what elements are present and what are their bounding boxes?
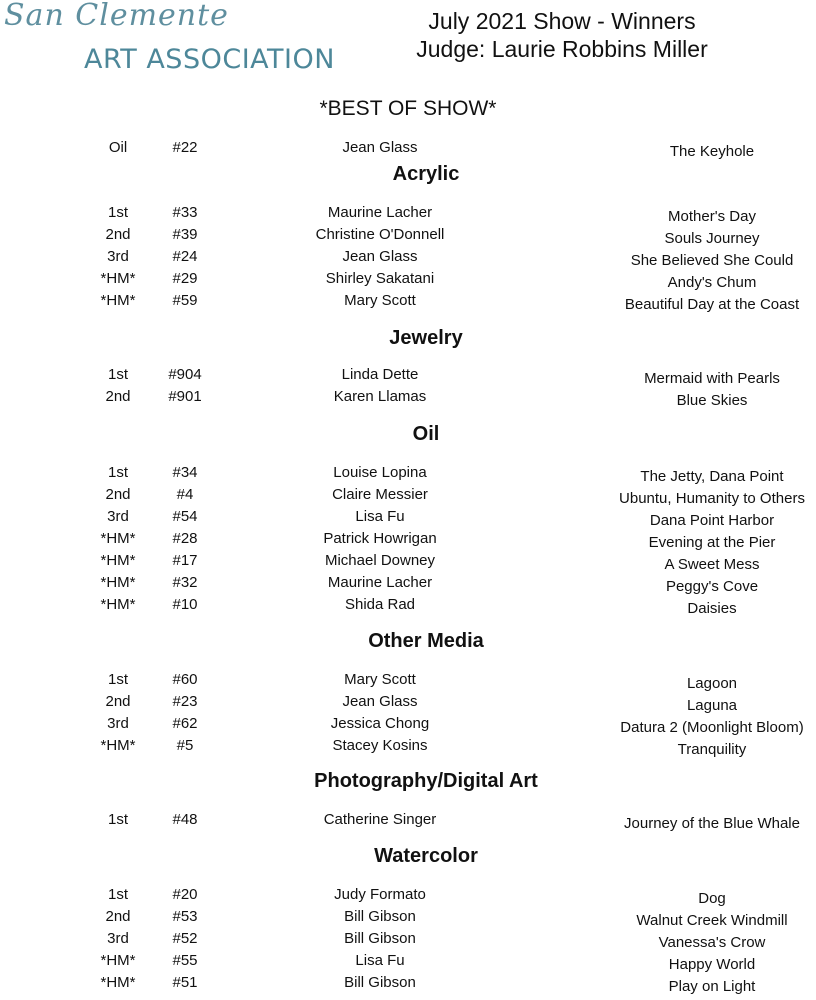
entry-number: #34 (172, 464, 198, 481)
entry-number: #904 (168, 366, 202, 383)
entry-place: 2nd (105, 908, 131, 925)
entry-number: #901 (168, 388, 202, 405)
entry-place: 1st (107, 811, 128, 828)
entry-artist: Maurine Lacher (327, 204, 433, 221)
entry-place: *HM* (100, 292, 136, 309)
entry-title: Ubuntu, Humanity to Others (619, 490, 805, 507)
entry-title: Journey of the Blue Whale (624, 815, 800, 832)
best-of-show-heading: *BEST OF SHOW* (319, 97, 497, 120)
entry-number: #24 (172, 248, 198, 265)
category-heading: Jewelry (389, 327, 463, 349)
entry-row (0, 671, 816, 693)
entry-row (0, 486, 816, 508)
category-heading: Acrylic (392, 163, 460, 185)
entry-place: 3rd (107, 715, 129, 732)
entry-artist: Stacey Kosins (332, 737, 428, 754)
entry-title: Happy World (668, 956, 756, 973)
entry-row (0, 715, 816, 737)
entry-place: *HM* (100, 952, 136, 969)
entry-artist: Shirley Sakatani (325, 270, 435, 287)
entry-row (0, 292, 816, 314)
entry-title: Play on Light (668, 978, 756, 995)
entry-title: Laguna (686, 697, 738, 714)
entry-artist: Shida Rad (344, 596, 416, 613)
entry-place: 3rd (107, 248, 129, 265)
entry-row (0, 930, 816, 952)
entry-row (0, 508, 816, 530)
entry-place: *HM* (100, 974, 136, 991)
entry-place: Oil (108, 139, 128, 156)
entry-row (0, 204, 816, 226)
entry-place: 1st (107, 204, 128, 221)
entry-title: Walnut Creek Windmill (636, 912, 788, 929)
page-title: July 2021 Show - Winners (428, 8, 696, 34)
entry-artist: Mary Scott (344, 292, 416, 309)
entry-artist: Lisa Fu (355, 508, 405, 525)
entry-number: #32 (172, 574, 198, 591)
entry-title: Blue Skies (676, 392, 748, 409)
entry-row (0, 811, 816, 833)
logo-script-text: San Clemente (4, 0, 229, 33)
entry-artist: Catherine Singer (323, 811, 437, 828)
entry-row (0, 464, 816, 486)
entry-artist: Michael Downey (324, 552, 436, 569)
entry-number: #17 (172, 552, 198, 569)
entry-place: *HM* (100, 552, 136, 569)
entry-number: #62 (172, 715, 198, 732)
entry-place: *HM* (100, 270, 136, 287)
entry-artist: Jessica Chong (330, 715, 430, 732)
entry-place: 1st (107, 886, 128, 903)
entry-artist: Bill Gibson (344, 930, 416, 947)
entry-row (0, 574, 816, 596)
entry-artist: Patrick Howrigan (323, 530, 437, 547)
entry-title: Peggy's Cove (665, 578, 759, 595)
entry-row (0, 248, 816, 270)
entry-number: #55 (172, 952, 198, 969)
entry-title: Dog (698, 890, 726, 907)
entry-place: *HM* (100, 574, 136, 591)
entry-row (0, 530, 816, 552)
entry-place: *HM* (100, 737, 136, 754)
entry-artist: Lisa Fu (355, 952, 405, 969)
entry-number: #53 (172, 908, 198, 925)
entry-title: Tranquility (677, 741, 747, 758)
entry-row (0, 974, 816, 996)
entry-place: 2nd (105, 486, 131, 503)
entry-place: *HM* (100, 530, 136, 547)
entry-number: #51 (172, 974, 198, 991)
category-heading: Oil (412, 423, 440, 445)
entry-title: Souls Journey (664, 230, 760, 247)
entry-row (0, 270, 816, 292)
entry-number: #23 (172, 693, 198, 710)
logo-main-text: ART ASSOCIATION (84, 44, 335, 75)
entry-place: 1st (107, 671, 128, 688)
entry-place: 1st (107, 464, 128, 481)
entry-number: #22 (172, 139, 198, 156)
entry-row (0, 226, 816, 248)
entry-artist: Bill Gibson (344, 908, 416, 925)
entry-artist: Jean Glass (342, 693, 418, 710)
entry-artist: Jean Glass (342, 139, 418, 156)
entry-title: Dana Point Harbor (649, 512, 775, 529)
entry-row (0, 596, 816, 618)
entry-place: 1st (107, 366, 128, 383)
entry-artist: Jean Glass (342, 248, 418, 265)
entry-artist: Linda Dette (341, 366, 419, 383)
entry-number: #29 (172, 270, 198, 287)
entry-title: The Keyhole (669, 143, 755, 160)
entry-title: Evening at the Pier (648, 534, 776, 551)
entry-place: 2nd (105, 226, 131, 243)
entry-number: #48 (172, 811, 198, 828)
entry-place: 2nd (105, 693, 131, 710)
entry-number: #60 (172, 671, 198, 688)
entry-artist: Bill Gibson (344, 974, 416, 991)
entry-title: Andy's Chum (667, 274, 757, 291)
entry-title: The Jetty, Dana Point (640, 468, 784, 485)
entry-artist: Claire Messier (332, 486, 428, 503)
entry-place: 2nd (105, 388, 131, 405)
entry-number: #28 (172, 530, 198, 547)
category-heading: Photography/Digital Art (314, 770, 538, 792)
entry-number: #5 (176, 737, 194, 754)
entry-title: Beautiful Day at the Coast (624, 296, 800, 313)
entry-row (0, 552, 816, 574)
best-of-show-row (0, 139, 816, 161)
entry-number: #4 (176, 486, 194, 503)
entry-artist: Maurine Lacher (327, 574, 433, 591)
entry-number: #52 (172, 930, 198, 947)
category-heading: Other Media (368, 630, 484, 652)
entry-row (0, 693, 816, 715)
entry-row (0, 908, 816, 930)
entry-row (0, 952, 816, 974)
entry-title: A Sweet Mess (664, 556, 760, 573)
entry-number: #33 (172, 204, 198, 221)
entry-row (0, 388, 816, 410)
entry-artist: Louise Lopina (333, 464, 427, 481)
entry-artist: Karen Llamas (333, 388, 427, 405)
entry-artist: Judy Formato (334, 886, 426, 903)
entry-title: Datura 2 (Moonlight Bloom) (620, 719, 804, 736)
entry-title: Vanessa's Crow (658, 934, 766, 951)
entry-number: #20 (172, 886, 198, 903)
entry-row (0, 886, 816, 908)
entry-place: *HM* (100, 596, 136, 613)
entry-title: She Believed She Could (630, 252, 794, 269)
judge-line: Judge: Laurie Robbins Miller (416, 36, 708, 62)
entry-title: Daisies (687, 600, 737, 617)
entry-place: 3rd (107, 930, 129, 947)
entry-title: Mother's Day (668, 208, 756, 225)
entry-number: #54 (172, 508, 198, 525)
entry-artist: Mary Scott (344, 671, 416, 688)
entry-place: 3rd (107, 508, 129, 525)
entry-number: #39 (172, 226, 198, 243)
category-heading: Watercolor (374, 845, 478, 867)
entry-row (0, 366, 816, 388)
entry-row (0, 737, 816, 759)
entry-number: #59 (172, 292, 198, 309)
entry-artist: Christine O'Donnell (315, 226, 445, 243)
entry-title: Lagoon (686, 675, 738, 692)
entry-title: Mermaid with Pearls (644, 370, 780, 387)
entry-number: #10 (172, 596, 198, 613)
